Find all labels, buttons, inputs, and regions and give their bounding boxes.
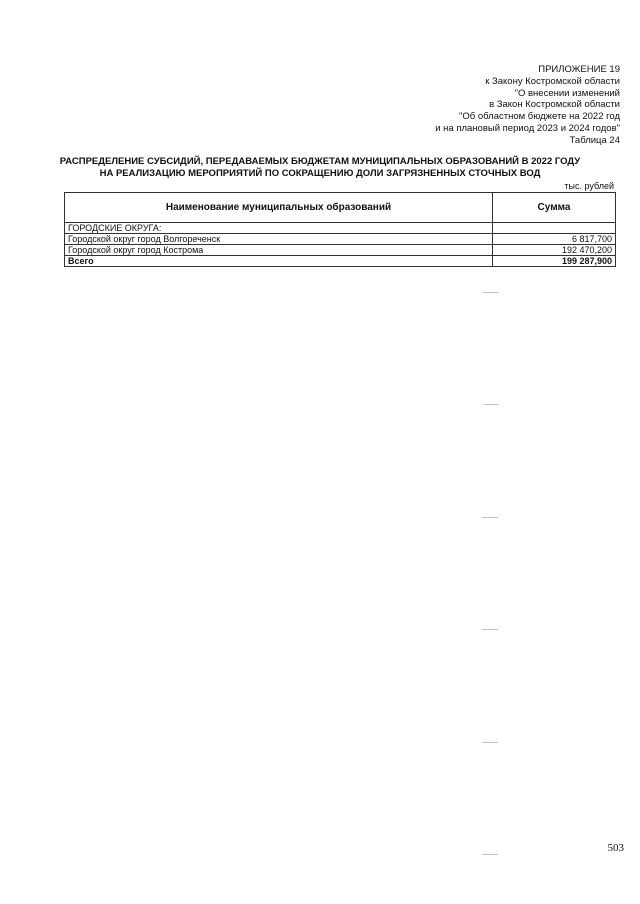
scan-artifact [482,854,498,855]
appendix-header [435,64,620,147]
appendix-line: в Закон Костромской области [489,99,620,111]
title-line: НА РЕАЛИЗАЦИЮ МЕРОПРИЯТИЙ ПО СОКРАЩЕНИЮ ДОЛИ ЗАГРЯЗНЕННЫХ СТОЧНЫХ ВОД [99,167,541,179]
header-name: Наименование муниципальных образований [65,193,493,223]
appendix-line: "Об областном бюджете на 2022 год [459,111,620,123]
row-name: Городской округ город Волгореченск [65,234,493,245]
header-sum: Сумма [493,193,616,223]
scan-artifact [482,629,498,630]
appendix-line: "О внесении изменений [514,87,620,99]
appendix-line: к Закону Костромской области [485,75,620,87]
total-sum: 199 287,900 [493,256,616,267]
scan-artifact [482,292,498,293]
section-label: ГОРОДСКИЕ ОКРУГА: [65,223,493,234]
scan-artifact [484,404,498,405]
subsidy-table [64,192,616,267]
table-total-row [65,256,616,267]
section-sum [493,223,616,234]
appendix-line: и на плановый период 2023 и 2024 годов" [435,122,620,134]
row-sum: 6 817,700 [493,234,616,245]
page-number: 503 [607,842,624,854]
appendix-line: ПРИЛОЖЕНИЕ 19 [538,64,620,75]
row-sum: 192 470,200 [493,245,616,256]
table-section-row [65,223,616,234]
row-name: Городской округ город Кострома [65,245,493,256]
table-number: Таблица 24 [569,134,620,146]
table-row [65,245,616,256]
title-line: РАСПРЕДЕЛЕНИЕ СУБСИДИЙ, ПЕРЕДАВАЕМЫХ БЮДЖЕТАМ МУНИЦИПАЛЬНЫХ ОБРАЗОВАНИЙ В 2022 ГОДУ [59,156,581,167]
document-title [0,156,640,179]
scan-artifact [482,517,498,518]
units-label: тыс. рублей [564,181,614,191]
scan-artifact [482,742,498,743]
table-row [65,234,616,245]
table-header-row [65,193,616,223]
total-label: Всего [65,256,493,267]
